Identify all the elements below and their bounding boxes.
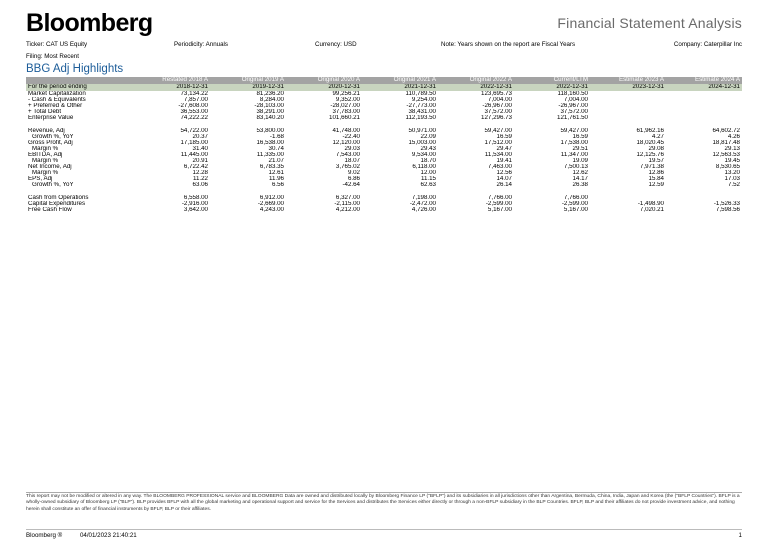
row-label: Market Capitalization bbox=[28, 91, 86, 97]
filing-label: Filing: Most Recent bbox=[26, 53, 79, 60]
row-label: EPS, Adj bbox=[28, 176, 53, 183]
table-cell: -2,916.00 bbox=[181, 200, 208, 207]
table-cell: 37,572.00 bbox=[560, 109, 588, 116]
column-header: Original 2020 A bbox=[286, 77, 362, 84]
table-cell: -2,115.00 bbox=[334, 200, 360, 207]
table-cell: 6,783.35 bbox=[259, 164, 284, 171]
table-cell: 37,572.00 bbox=[484, 109, 512, 116]
table-cell: 38,291.00 bbox=[256, 109, 284, 116]
table-cell: 12.86 bbox=[648, 170, 664, 177]
table-cell: -26,967.00 bbox=[482, 103, 512, 110]
table-body bbox=[26, 91, 742, 213]
table-cell: 18.07 bbox=[344, 158, 360, 165]
table-cell: 7,004.00 bbox=[487, 97, 512, 104]
table-cell: 11,347.00 bbox=[560, 151, 588, 158]
table-cell: -2,472.00 bbox=[409, 200, 436, 207]
table-cell: 7,463.00 bbox=[487, 164, 512, 171]
table-cell: 11,335.00 bbox=[256, 151, 284, 158]
table-cell: 29.47 bbox=[496, 145, 512, 152]
table-cell: 7.52 bbox=[727, 182, 740, 189]
row-label: Growth %, YoY bbox=[32, 133, 74, 140]
period-date: 2022-12-31 bbox=[438, 84, 514, 91]
row-label: Free Cash Flow bbox=[28, 206, 72, 213]
table-cell: 112,193.50 bbox=[405, 115, 436, 122]
table-cell: -27,608.00 bbox=[178, 103, 208, 110]
row-label: Margin % bbox=[32, 145, 59, 152]
table-cell: 12.56 bbox=[496, 170, 512, 177]
table-cell: -2,669.00 bbox=[257, 200, 284, 207]
bloomberg-logo: Bloomberg bbox=[26, 9, 153, 37]
footer-left bbox=[26, 532, 153, 539]
table-cell: 16.59 bbox=[572, 133, 588, 140]
table-cell: -22.40 bbox=[342, 133, 360, 140]
row-label: Cash from Operations bbox=[28, 194, 89, 201]
table-cell: 50,971.00 bbox=[408, 127, 436, 134]
row-label: Capital Expenditures bbox=[28, 200, 86, 207]
row-label: Revenue, Adj bbox=[28, 127, 65, 134]
column-header: Estimate 2024 A bbox=[666, 77, 742, 84]
table-cell: 4.26 bbox=[727, 133, 740, 140]
table-cell: 7,971.38 bbox=[639, 164, 664, 171]
table-cell: 7,766.00 bbox=[487, 194, 512, 201]
table-cell: -1,498.90 bbox=[637, 200, 664, 207]
table-cell: 38,431.00 bbox=[408, 109, 436, 116]
table-cell: 29.51 bbox=[572, 145, 588, 152]
table-cell: 59,427.00 bbox=[484, 127, 512, 134]
table-cell: 19.45 bbox=[724, 158, 740, 165]
column-header: Original 2021 A bbox=[362, 77, 438, 84]
column-header: Original 2019 A bbox=[210, 77, 286, 84]
table-cell: 7,543.00 bbox=[335, 151, 360, 158]
row-label: + Preferred & Other bbox=[28, 103, 83, 110]
table-cell: 12.62 bbox=[572, 170, 588, 177]
table-cell: 6.86 bbox=[347, 176, 360, 183]
report-title: Financial Statement Analysis bbox=[557, 15, 742, 31]
section-title: BBG Adj Highlights bbox=[26, 63, 124, 75]
table-cell: 6,327.00 bbox=[335, 194, 360, 201]
footer-divider bbox=[26, 529, 742, 530]
table-cell: 18.70 bbox=[420, 158, 436, 165]
table-cell: -2,599.00 bbox=[561, 200, 588, 207]
table-cell: 54,722.00 bbox=[180, 127, 208, 134]
table-cell: 15.84 bbox=[648, 176, 664, 183]
table-cell: 73,134.22 bbox=[180, 91, 208, 97]
table-cell: 12.59 bbox=[648, 182, 664, 189]
footer-brand: Bloomberg ® bbox=[26, 532, 63, 539]
table-cell: 6,118.00 bbox=[412, 164, 436, 171]
table-cell: -1,526.33 bbox=[713, 200, 740, 207]
period-date: 2018-12-31 bbox=[134, 84, 210, 91]
table-cell: 12,125.76 bbox=[636, 151, 664, 158]
row-label: Margin % bbox=[32, 158, 59, 165]
table-row bbox=[26, 207, 742, 213]
table-cell: 123,695.73 bbox=[481, 91, 512, 97]
table-cell: 7,857.00 bbox=[183, 97, 208, 104]
table-cell: 12.61 bbox=[268, 170, 284, 177]
table-cell: 19.41 bbox=[496, 158, 512, 165]
table-cell: 64,602.72 bbox=[712, 127, 740, 134]
table-cell: 4,726.00 bbox=[411, 206, 436, 213]
table-cell: 19.09 bbox=[572, 158, 588, 165]
table-cell: 7,020.21 bbox=[639, 206, 664, 213]
table-cell: 11.96 bbox=[268, 176, 284, 183]
table-cell: 16,538.00 bbox=[256, 139, 284, 146]
table-cell: 127,296.73 bbox=[481, 115, 512, 122]
table-cell: 22.09 bbox=[420, 133, 436, 140]
table-cell: 21.07 bbox=[268, 158, 284, 165]
table-cell: 16.59 bbox=[496, 133, 512, 140]
table-cell: 17.03 bbox=[724, 176, 740, 183]
table-cell: 17,512.00 bbox=[484, 139, 512, 146]
table-cell: 20.37 bbox=[192, 133, 208, 140]
period-date: 2022-12-31 bbox=[514, 84, 590, 91]
table-cell: 26.14 bbox=[496, 182, 512, 189]
highlights-table bbox=[26, 77, 742, 213]
footer-timestamp: 04/01/2023 21:40:21 bbox=[79, 532, 137, 539]
table-cell: 17,185.00 bbox=[180, 139, 208, 146]
row-label: Enterprise Value bbox=[28, 115, 74, 122]
table-cell: 62.63 bbox=[420, 182, 436, 189]
row-label: EBITDA, Adj bbox=[28, 151, 63, 158]
column-header: Current/LTM bbox=[514, 77, 590, 84]
table-cell: -28,103.00 bbox=[254, 103, 284, 110]
table-cell: 19.57 bbox=[648, 158, 664, 165]
currency-label: Currency: USD bbox=[315, 41, 357, 48]
table-cell: 118,160.50 bbox=[557, 91, 588, 97]
periodicity-label: Periodicity: Annuals bbox=[174, 41, 228, 48]
table-cell: 9,534.00 bbox=[411, 151, 436, 158]
table-cell: 81,236.20 bbox=[256, 91, 284, 97]
column-header: Original 2022 A bbox=[438, 77, 514, 84]
table-cell: 17,538.00 bbox=[560, 139, 588, 146]
table-cell: 6.56 bbox=[271, 182, 284, 189]
legal-disclaimer: This report may not be modified or altered in any way. The BLOOMBERG PROFESSIONAL service and BLOOMBERG Data are owned and distributed locally by Bloomberg Finance LP ("BFLP") and its subsidiaries in all jurisdictions other than Argentina, Bermuda, China, India, Japan and Korea (the ("BFLP Countries"). BFLP is a wholly-owned subsidiary of Bloomberg LP ("BLP"). BLP provides BFLP with all the global marketing and operational support and service for the Services and distributes the Services either directly or through a non-BFLP subsidiary in the BLP Countries. BFLP, BLP and their affiliates do not provide investment advice, and nothing herein shall constitute an offer of financial instruments by BFLP, BLP or their affiliates. bbox=[26, 492, 742, 513]
table-cell: -26,967.00 bbox=[558, 103, 588, 110]
table-cell: 37,783.00 bbox=[332, 109, 360, 116]
table-cell: 74,222.22 bbox=[180, 115, 208, 122]
table-cell: 8,530.65 bbox=[715, 164, 740, 171]
fiscal-years-note: Note: Years shown on the report are Fiscal Years bbox=[441, 41, 576, 48]
table-cell: -42.64 bbox=[342, 182, 360, 189]
table-cell: 29.13 bbox=[724, 145, 740, 152]
table-cell: 11.15 bbox=[420, 176, 436, 183]
table-cell: 3,642.00 bbox=[183, 206, 208, 213]
row-label: + Total Debt bbox=[28, 109, 62, 116]
table-cell: 30.74 bbox=[268, 145, 284, 152]
table-cell: 29.03 bbox=[344, 145, 360, 152]
table-cell: 7,004.00 bbox=[563, 97, 588, 104]
row-label: - Cash & Equivalents bbox=[28, 97, 86, 104]
table-cell: 99,256.21 bbox=[332, 91, 360, 97]
table-cell: 14.17 bbox=[572, 176, 588, 183]
period-date: 2023-12-31 bbox=[590, 84, 666, 91]
table-cell: 11,534.00 bbox=[484, 151, 512, 158]
table-cell: 29.08 bbox=[648, 145, 664, 152]
table-cell: 41,748.00 bbox=[332, 127, 360, 134]
column-header: Estimate 2023 A bbox=[590, 77, 666, 84]
table-cell: 20.91 bbox=[192, 158, 208, 165]
table-cell: 11,445.00 bbox=[180, 151, 208, 158]
table-cell: 8,284.00 bbox=[259, 97, 284, 104]
period-row bbox=[26, 84, 742, 91]
table-cell: 3,765.02 bbox=[335, 164, 360, 171]
period-label: For the period ending bbox=[26, 84, 134, 91]
table-cell: 59,427.00 bbox=[560, 127, 588, 134]
table-cell: 9,352.00 bbox=[335, 97, 360, 104]
table-cell: 26.38 bbox=[572, 182, 588, 189]
table-cell: 36,553.00 bbox=[180, 109, 208, 116]
table-cell: 4,243.00 bbox=[259, 206, 284, 213]
table-cell: 18,817.48 bbox=[712, 139, 740, 146]
period-date: 2020-12-31 bbox=[286, 84, 362, 91]
table-cell: 31.40 bbox=[192, 145, 208, 152]
row-label: Growth %, YoY bbox=[32, 182, 74, 189]
table-cell: 4,212.00 bbox=[335, 206, 360, 213]
table-cell: 61,962.16 bbox=[636, 127, 664, 134]
period-date: 2021-12-31 bbox=[362, 84, 438, 91]
table-cell: 12.28 bbox=[192, 170, 208, 177]
table-cell: 29.43 bbox=[420, 145, 436, 152]
table-cell: 18,020.45 bbox=[636, 139, 664, 146]
page-number: 1 bbox=[738, 532, 742, 539]
period-date: 2019-12-31 bbox=[210, 84, 286, 91]
table-cell: 101,660.21 bbox=[329, 115, 360, 122]
table-cell: 12.00 bbox=[420, 170, 436, 177]
table-cell: 12,563.53 bbox=[712, 151, 740, 158]
table-cell: 83,140.20 bbox=[256, 115, 284, 122]
table-cell: 13.20 bbox=[724, 170, 740, 177]
table-cell: 7,598.56 bbox=[715, 206, 740, 213]
table-cell: -28,027.00 bbox=[330, 103, 360, 110]
table-cell: 4.27 bbox=[651, 133, 664, 140]
table-cell: 11.22 bbox=[192, 176, 208, 183]
table-cell: 6,722.42 bbox=[183, 164, 208, 171]
row-label: Gross Profit, Adj bbox=[28, 139, 73, 146]
table-cell: 9,254.00 bbox=[411, 97, 436, 104]
table-cell: 7,766.00 bbox=[563, 194, 588, 201]
table-cell: 9.02 bbox=[347, 170, 360, 177]
ticker-label: Ticker: CAT US Equity bbox=[26, 41, 88, 48]
table-cell: 12,120.00 bbox=[332, 139, 360, 146]
table-cell: 15,003.00 bbox=[408, 139, 436, 146]
table-cell: -2,599.00 bbox=[485, 200, 512, 207]
header-blank bbox=[26, 77, 134, 84]
table-cell: 7,500.13 bbox=[563, 164, 588, 171]
table-cell: 6,558.00 bbox=[183, 194, 208, 201]
table-cell: 6,912.00 bbox=[259, 194, 284, 201]
period-date: 2024-12-31 bbox=[666, 84, 742, 91]
column-header: Restated 2018 A bbox=[134, 77, 210, 84]
row-label: Net Income, Adj bbox=[28, 164, 72, 171]
table-cell: 14.07 bbox=[496, 176, 512, 183]
table-cell: 53,800.00 bbox=[256, 127, 284, 134]
row-label: Margin % bbox=[32, 170, 59, 177]
table-cell: 7,198.00 bbox=[411, 194, 436, 201]
table-cell: 5,167.00 bbox=[487, 206, 512, 213]
company-label: Company: Caterpillar Inc bbox=[673, 41, 742, 48]
table-cell: -27,773.00 bbox=[406, 103, 436, 110]
table-cell: -1.68 bbox=[269, 133, 284, 140]
column-header-row bbox=[26, 77, 742, 84]
table-cell: 63.06 bbox=[192, 182, 208, 189]
table-cell: 110,789.50 bbox=[405, 91, 436, 97]
table-cell: 5,167.00 bbox=[563, 206, 588, 213]
table-cell: 121,761.50 bbox=[557, 115, 588, 122]
